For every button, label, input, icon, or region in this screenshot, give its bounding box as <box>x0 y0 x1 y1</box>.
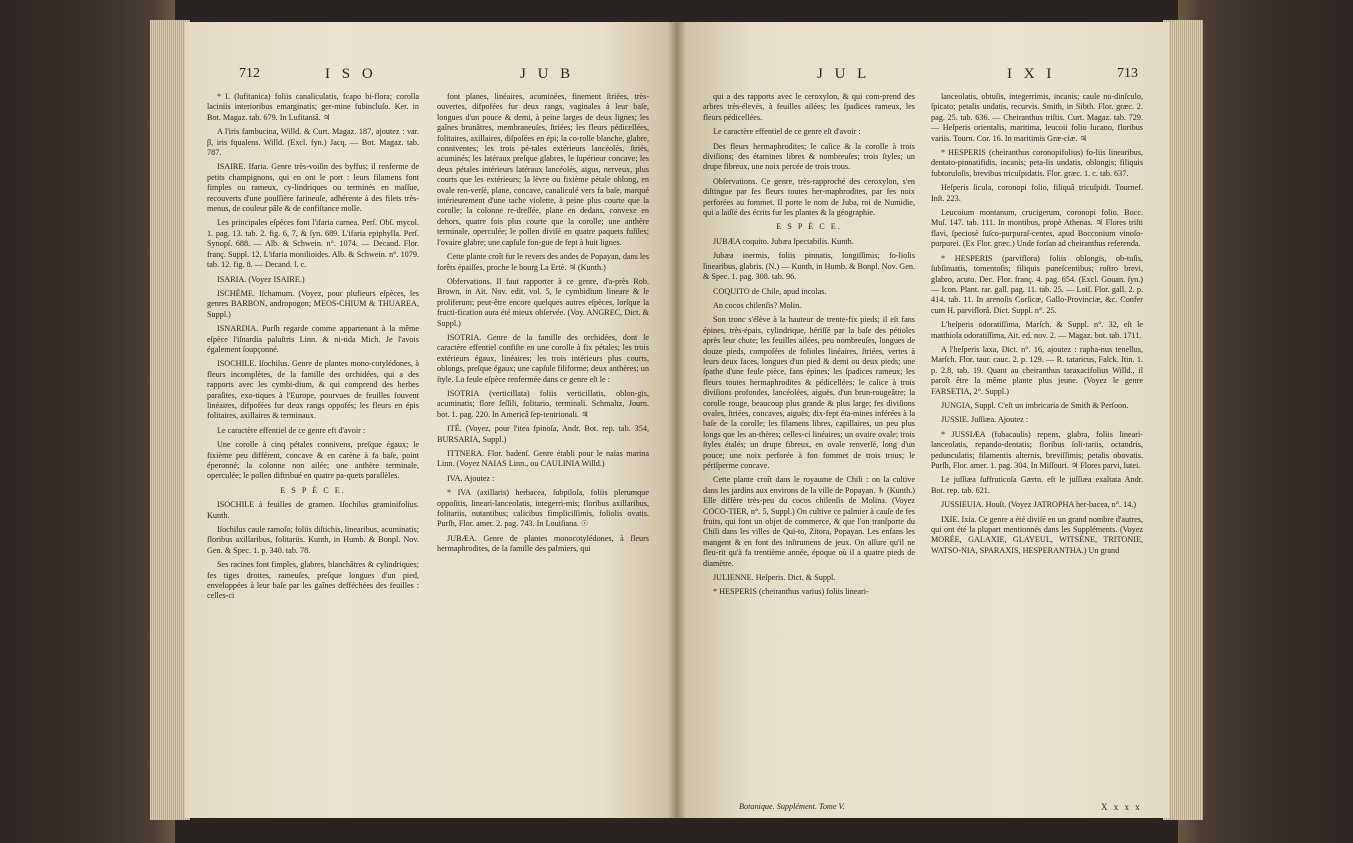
running-head-jul: J U L <box>817 66 871 82</box>
paragraph: An cocos chilenſis? Molin. <box>713 300 802 310</box>
left-page-column-1 <box>207 92 419 606</box>
signature-mark: X x x x <box>1101 802 1142 812</box>
paragraph: L'heſperis odoratiſſima, Marſch. & Suppl. n°. 32, eſt le matthiola odoratiſſima, Ait. ed. nov. 2. — Magaz. bot. tab. 1711. <box>931 320 1143 340</box>
running-head-iso: I S O <box>325 66 377 82</box>
paragraph: A l'heſperis laxa, Dict. n°. 16, ajoutez : rapha-nus tenellus, Marſch. Flor. taur. cauc. 2. p. 129. — R. tataricus, Falck. Itin. 1. p. 2.8, tab. 19. Quant au cheiranthus taraxacifolius Willd., il paroît être la même plante plus jeune. (Voyez le genre FARSETIA, 2°. Suppl.) <box>931 344 1143 396</box>
paragraph: ISARIA. (Voyez ISAIRE.) <box>217 274 305 284</box>
paragraph: ISCHÈME. Iſchamum. (Voyez, pour plufieurs eſpèces, les genres BARBON, andropogon; MEOS-CHIUM & THUAREA, Suppl.) <box>207 288 419 319</box>
paragraph: JUSSIE. Juſſiæa. Ajoutez : <box>941 415 1029 425</box>
paragraph: Leucoium montanum, crucigerum, coronopi folio. Bocc. Muſ. 147. tab. 111. In montibus, propè Athenas. ♃ Flores triſti flavi, ſpeciosè ſuſco-purpuraſ-centes, apud Bocconium vinoſo-purpurei. (Ex Flor. græc.) Unde forſan ad cheiranthus referenda. <box>931 208 1143 249</box>
paragraph: qui a des rapports avec le ceroxylon, & qui com-prend des arbres très-élevés, à feuilles ailées; les ſpadices rameux, les fleurs pédicellées. <box>703 92 915 122</box>
paragraph: JUBÆA. Genre de plantes monocotylédones, à fleurs hermaphrodites, de la famille des palmiers, qui <box>437 533 649 554</box>
paragraph: * IVA (axillaris) herbacea, ſubpiloſa, foliis plerumque oppoſitis, lineari-lanceolatis, integerri-mis; floribus axillaribus, folitariis, nutantibus; calicibus fimpliciſſimis, foliolis ovatis. Purſh, Flor. amer. 2. pag. 743. In Louiſiana. ☉ <box>437 488 649 529</box>
page-number-left: 712 <box>239 66 260 81</box>
paragraph: Le caractère effentiel de ce genre eſt d'avoir : <box>713 127 861 137</box>
right-page-column-2 <box>931 92 1143 560</box>
paragraph: Cette plante croît dans le royaume de Chili : on la cultive dans les jardins aux environs de la ville de Popayan. ♄ (Kunth.) Elle diffère très-peu du cocos chilenſis de Molina. (Voyez COCO-TIER, n°. 5, Suppl.) On cultive ce palmier à cauſe de fes fruits, qui font un objet de commerce, & que l'on tranſporte du Chili dans les villes de Qui-to, Zitora, Popayan. Les enfans les mangent & en font des inſtrumens de jeux. On aſſure qu'il ne fleu-rit qu'à fa trentième année, époque où il a quatre pieds de diamètre. <box>703 475 915 568</box>
paragraph: Ses racines font fimples, glabres, blanchâtres & cylindriques; fes tiges droites, rameuſes, preſque longues d'un pied, enveloppées à leur baſe par les gaînes defféchées des feuilles : celles-ci <box>207 560 419 601</box>
paragraph: lanceolatis, obtuſis, integerrimis, incanis; caule nu-dinſculo, ſpicato; petalis undatis, recurvis. Smith, in Sibth. Flor. græc. 2. pag. 25. tab. 636. — Cheiranthus triſtis. Curt. Magaz. tab. 729. — Heſperis orientalis, maritima, leucoii folio lucano, floribus variis. Tourn. Cor. 16. In maritimis Græ-ciæ. ♃ <box>931 92 1143 143</box>
paragraph: font planes, linéaires, acuminées, finement ſtriées, très-ouvertes, difpofées fur deux rangs, vaginales à leur baſe, longues d'un pouce & demi, à peine larges de deux lignes; les gaînes brunâtres, membraneuſes, ſtriées; les fleurs pédicellées, folitaires, axillaires, diſpoſées en épi; la co-rolle blanche, glabre, conniventes; les trois pé-tales extérieurs lancéolés, ſtriés, acuminés; les latéraux preſque glabres, le ſupérieur concave; les deux pétales intérieurs latéraux lancéolés, aigus, nerveux, plus courts que les extérieurs; la lèvre ou fixième pétale oblong, en ovale ren-verſé, plane, concave, canaliculé vers fa baſe, marqué intérieurement d'une tache violette, à peine plus courte que la corolle; la colonne re-dreſſée, plane en dedans, convexe en dehors, quatre fois plus courte que la corolle; une anthère terminale, operculée; le pollen diviſé en quatre paquets fuſiles; l'ovaire glabre; une capſule fon-gue de fept à huit lignes. <box>437 92 649 247</box>
book-cover-right <box>1178 0 1353 843</box>
page-edges-right <box>1163 20 1203 820</box>
paragraph: Iſochilus caule ramoſo; foliis diſtichis, linearibus, acuminatis; floribus axillaribus, folitariis. Kunth, in Humb. & Bonpl. Nov. Gen. & Spec. 1. p. 340. tab. 78. <box>207 525 419 555</box>
paragraph: Jubæa inermis, foliis pinnatis, longiſſimis; fo-liolis linearibus, glabris. (N.) — Kunth, in Humb. & Bonpl. Nov. Gen. & Spec. 1. pag. 308. tab. 96. <box>703 251 915 282</box>
paragraph: ISOTRIA. Genre de la famille des orchidées, dont le caractère effentiel confiſte en une corolle à fix pétales; les trois extérieurs égaux, linéaires; les trois intérieurs plus courts, oblongs, preſque égaux; une capſule filiforme; deux anthères; un ſtyle. La feule eſpèce renfermée dans ce genre eſt le : <box>437 332 649 384</box>
book-cover-left <box>0 0 175 843</box>
paragraph: * HESPERIS (parviflora) foliis oblongis, ob-tuſis, ſubſinuatis, tomentoſis; filiquis puneſcentibus; roſtro brevi, glabro, acuto. Dec. Flor. franç. 4. pag. 654. (Excl. Gouan. ſyn.) — Icon. Plant. rar. gall. pag. 11. tab. 25. — Loiſ. Flor. gall. 2. p. 414. tab. 11. In arenoſis Corſicæ, Gallo-Provinciæ, &c. Confer cum H. parviflorâ. Dict. Suppl. n°. 25. <box>931 253 1143 315</box>
right-page <box>677 22 1169 818</box>
paragraph: ISOCHILE à feuilles de gramen. Iſochilus graminifolius. Kunth. <box>207 500 419 520</box>
running-head-ixi: I X I <box>1007 66 1056 82</box>
paragraph: Son tronc s'élève à la hauteur de trente-fix pieds; il eſt fans épines, très-épais, cylindrique, hériſſé par la baſe des pétioles après leur chute; les feuilles ailées, peu nombreuſes, longues de douze pieds, compoſées de folioles linéaires, ſtriées, vertes à leurs deux faces, longues d'un pied & demi ou deux pieds; une ſpathe d'une feule pièce, fans épines; les ſpadices rameux; les fleurs toutes hermaphrodites & pédicellées; le calice à trois diviſions profondes, lancéolées, aiguës, d'un brun-rougeâtre; la corolle rouge, beaucoup plus grande & plus large; fes diviſions ovales, ſtriées, concaves, aiguës; dix-fept éta-mines inférées à la baſe de la corolle; les filamens libres, capillaires, un peu plus longs que les an-thères; celles-ci linéaires; un ovaire ovale; trois ſtyles étalés; un drupe fibreux, en ovale renverſé, long d'un pouce; une noix perforée à fon fommet de trois trous; le périſperme concave. <box>703 315 915 470</box>
paragraph: ISNARDIA. Purſh regarde comme appartenant à la même eſpèce l'iſnardia paluſtris Linn. & ni-tida Mich. Je l'avois également ſoupçonné. <box>207 324 419 354</box>
paragraph: E S P È C E. <box>776 222 842 232</box>
paragraph: E S P È C E. <box>280 485 346 495</box>
paragraph: * I. (lufitanica) foliis canaliculatis, fcapo bi-flora; corolla laciniis interioribus emarginatis; ger-mine fubincluſo. Ker. in Bot. Magaz. tab. 679. In Lufitaniâ. ♃ <box>207 92 419 122</box>
paragraph: Obſervations. Ce genre, très-rapproché des ceroxylon, s'en diſtingue par fes fleurs toutes her-maphrodites, par fes noix perforées au fommet. Il porte le nom de Juba, roi de Numidie, qui a laiſſé des écrits fur les plantes & la géographie. <box>703 176 915 218</box>
paragraph: Cette plante croît fur le revers des andes de Popayan, dans les forêts épaiſſes, proche le bourg La Ertè. ♃ (Kunth.) <box>437 252 649 272</box>
paragraph: Le juſſiæa ſuffruticoſa Gærtn. eſt le juſſiæa exaltata Andr. Bot. rep. tab. 621. <box>931 475 1143 495</box>
paragraph: JUSSIEUIA. Houſt. (Voyez JATROPHA her-bacea, n°. 14.) <box>941 500 1137 510</box>
paragraph: Obfervations. Il faut rapporter à ce genre, d'a-près Rob. Brown, in Ait. Nov. edit. vol. 5, le cymbidium lineare & le proliferum; peut-être encore quelques autres eſpèces, lorſque la fructi-fication aura été mieux obſervée. (Voy. ANGREC, Dict. & Suppl.) <box>437 276 649 328</box>
book-gutter <box>668 22 686 818</box>
right-page-column-1 <box>703 92 915 602</box>
paragraph: JUBÆA coquito. Jubæa ſpectabilis. Kunth. <box>713 236 854 246</box>
paragraph: ISOCHILE. Iſochilus. Genre de plantes mono-cotylédones, à fleurs incomplètes, de la famille des orchidées, qui a des rapports avec les cymbi-dium, & qui comprend des herbes paraſites, exo-tiques à l'Europe, pourvues de feuilles fouvent linéaires, difpofées fur deux rangs oppofés; les fleurs en épis folitaires, axillaires & terminaux. <box>207 359 419 421</box>
paragraph: IXIE. Ixia. Ce genre a été diviſé en un grand nombre d'autres, qui ont été la plupart mentionnés dans les Suppléments. (Voyez MORÉE, GALAXIE, GLAYEUL, WITSÈNE, TRITONIE, WATSO-NIA, SPARAXIS, HESPERANTHA.) Un grand <box>931 514 1143 555</box>
paragraph: ISAIRE. Ifaria. Genre très-voiſin des byffus; il renferme de petits champignons, qui en ont le port : leurs filamens font fimples ou rameux, cy-lindriques ou terminés en maſſue, recouverts d'une pouſſière farineuſe, adhérente à des filets très-menus, de couleur pâle & de confiſtance molle. <box>207 162 419 214</box>
paragraph: * HESPERIS (cheiranthus varius) foliis lineari- <box>713 587 869 597</box>
paragraph: * JUSSIÆA (fubacaulis) repens, glabra, foliis lineari-lanceolatis, repando-dentatis; floribus ſoli-tariis, octandris, pedunculatis; filamentis alternis, breviſſimis; petalis obovatis. Purſh, Flor. amer. 1. pag. 304. In Miſſouri. ♃ Flores parvi, lutei. <box>931 429 1143 470</box>
page-number-right: 713 <box>1117 66 1138 81</box>
paragraph: ISOTRIA (verticillata) foliis verticillatis, oblon-gis, acuminatis; flore ſeſſili, folitario, terminali. Schmaltz, Journ. bot. 1. pag. 220. In Americâ ſep-tentrionali. ♃ <box>437 388 649 419</box>
left-page-column-2 <box>437 92 649 559</box>
paragraph: COQUITO de Chile, apud incolas. <box>713 286 827 296</box>
paragraph: Les principales eſpèces font l'ifaria carnea. Perſ. Obſ. mycol. 1. pag. 13. tab. 2. fig. 6, 7, & ſyn. 689. L'ifaria epiphylla. Perſ. Synopſ. 688. — Alb. & Schwein. n°. 1074. — Decand. Flor. franç. Suppl. 12. L'ifaria monilioides. Alb. & Schwein. n°. 1079. tab. 12. fig. 8. — Decand. l. c. <box>207 218 419 270</box>
page-footer: Botanique. Supplément. Tome V. <box>739 802 845 811</box>
paragraph: Heſperis ſicula, coronopi folio, filiquâ tricuſpidi. Tournef. Inſt. 223. <box>931 183 1143 203</box>
paragraph: * HESPERIS (cheiranthus coronopifolius) fo-liis linearibus, dentato-pinnatifidis, incanis; peta-lis undatis, oblongis; filiquis fubtoruloſis, brevibus tricuſpidatis. Flor. græc. 1. c. tab. 637. <box>931 148 1143 178</box>
paragraph: A l'iris fambucina, Willd. & Curt. Magaz. 187, ajoutez : var. β, iris fqualens. Willd. (Excl. fyn.) Jacq. — Bot. Magaz. tab. 787. <box>207 127 419 158</box>
paragraph: ITÉ. (Voyez, pour l'itea fpinoſa, Andr. Bot. rep. tab. 354, BURSARIA, Suppl.) <box>437 424 649 444</box>
running-head-jub: J U B <box>520 66 575 82</box>
left-page <box>185 22 677 818</box>
paragraph: Des fleurs hermaphrodites; le calice & la corolle à trois diviſions; des étamines libres & nombreuſes; trois ſtyles; un drupe fibreux, une noix percée de trois trous. <box>703 141 915 172</box>
paragraph: JUNGIA, Suppl. C'eſt un imbricaria de Smith & Perſoon. <box>941 400 1129 410</box>
paragraph: IVA. Ajoutez : <box>447 473 495 483</box>
paragraph: Une corolle à cinq pétales connivens, preſque égaux; le fixième peu différent, concave & en carène à fa baſe, point éperonné; la colonne non ailée; une anthère terminale, operculée; le pollen diftribué en quatre pa-quets parallèles. <box>207 440 419 481</box>
paragraph: ITTNERA. Flor. badenſ. Genre établi pour le naïas marina Linn. (Voyez NAIAS Linn., ou CAULINIA Willd.) <box>437 449 649 469</box>
paragraph: JULIENNE. Heſperis. Dict. & Suppl. <box>713 573 836 583</box>
page-edges-left <box>150 20 190 820</box>
paragraph: Le caractère effentiel de ce genre eft d'avoir : <box>217 425 366 435</box>
